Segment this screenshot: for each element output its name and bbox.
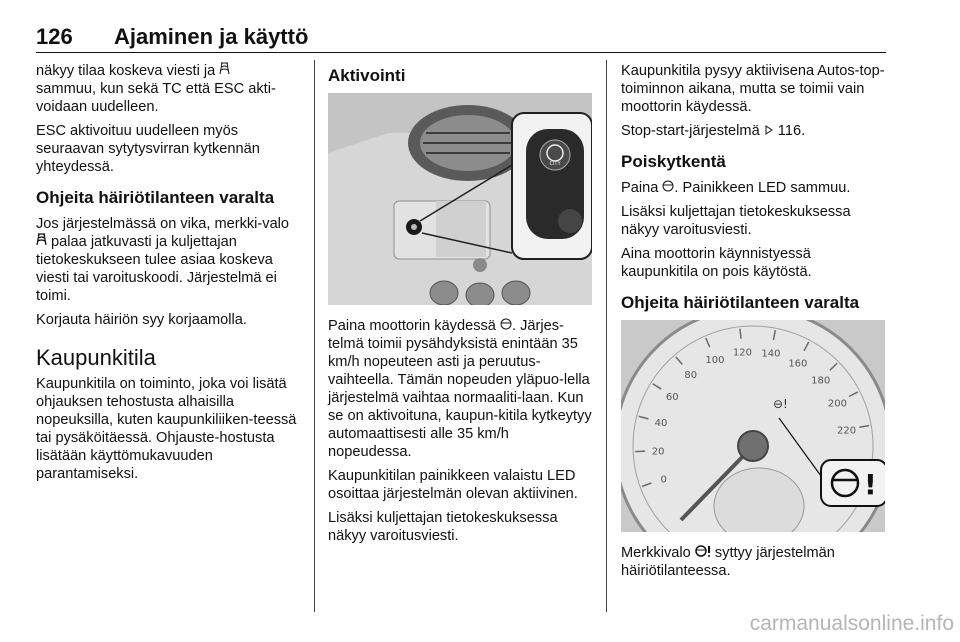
speedometer-illustration [621,320,885,532]
paragraph: Lisäksi kuljettajan tietokeskuksessa näkyy varoitusviesti. [328,510,558,544]
paragraph: Paina moottorin käydessä . Järjes-telmä toimii pysähdyksistä enintään 35 km/h nopeuteen asti ja peruutus-vaihteella. Tämän nopeuden yläpuo-lella järjestelmä vaihtaa normaaliti-laan. Kun se on aktivoituna, kaupun-kitila kytkeytyy automaattisesti alle 35 km/h nopeudessa. [328,318,592,460]
city-steering-icon [662,179,674,197]
page-number: 126 [36,24,73,49]
city-button-label: CITY [549,161,561,167]
gauge-tick-label: 140 [761,348,781,360]
watermark: carmanualsonline.info [749,612,954,635]
page-header [36,24,886,54]
chapter-title: Ajaminen ja käyttö [114,24,309,49]
gauge-tick-label: 180 [811,375,831,387]
paragraph: Aina moottorin käynnistyessä kaupunkitila on pois käytöstä. [621,246,812,280]
column-middle [328,62,592,551]
dashboard-illustration [328,93,592,305]
paragraph: Paina . Painikkeen LED sammuu. [621,180,851,196]
gauge-tick-label: 160 [788,358,808,370]
gauge-tick-label: 20 [651,446,665,458]
column-divider [606,60,607,612]
paragraph: Kaupunkitilan painikkeen valaistu LED osoittaa järjestelmän olevan aktiivinen. [328,468,578,502]
city-steering-icon [500,317,512,335]
column-left [36,62,300,489]
header-divider [36,52,886,53]
gauge-tick-label: 80 [684,370,698,382]
esc-off-icon [219,62,230,80]
section-heading: Poiskytkentä [621,152,726,171]
paragraph: Korjauta häiriön syy korjaamolla. [36,312,247,328]
gauge-tick-label: 40 [654,418,668,430]
paragraph: Kaupunkitila pysyy aktiivisena Autos-top-toiminnon aikana, mutta se toimii vain moottorin käydessä. [621,63,885,115]
column-divider [314,60,315,612]
gauge-tick-label: 0 [660,474,667,486]
steering-fault-icon [695,544,711,562]
section-title: Kaupunkitila [36,345,156,370]
paragraph: näkyy tilaa koskeva viesti ja sammuu, kun sekä TC että ESC akti-voidaan uudelleen. [36,63,276,115]
gauge-tick-label: 200 [827,398,847,410]
esc-warning-icon [36,233,47,251]
gauge-tick-label: 60 [665,391,679,403]
paragraph: Merkkivalo syttyy järjestelmän häiriötilanteessa. [621,545,835,579]
paragraph: Lisäksi kuljettajan tietokeskuksessa näkyy varoitusviesti. [621,204,851,238]
gauge-tick-label: 100 [705,354,725,366]
paragraph: Kaupunkitila on toiminto, joka voi lisätä ohjauksen tehostusta alhaisilla nopeuksilla, kuten kaupunkiliiken-teessä tai pysäköitäessä. Ohjauste-hostusta lisätään käyttömukavuuden parantamiseksi. [36,376,297,482]
paragraph: Jos järjestelmässä on vika, merkki-valo palaa jatkuvasti ja kuljettajan tietokeskukseen tulee asiaa koskeva viesti tai varoituskoodi. Järjestelmä ei toimi. [36,216,290,304]
section-heading: Ohjeita häiriötilanteen varalta [36,188,275,207]
exclamation-mark: ! [864,468,877,501]
gauge-tick-label: 120 [732,347,753,359]
column-right [621,62,885,586]
section-heading: Ohjeita häiriötilanteen varalta [621,293,860,312]
paragraph: ESC aktivoituu uudelleen myös seuraavan sytytysvirran kytkennän yhteydessä. [36,123,260,175]
paragraph: Stop-start-järjestelmä 116. [621,123,806,139]
gauge-tick-label: 220 [837,425,857,437]
page-reference-icon[interactable] [764,122,774,140]
section-heading: Aktivointi [328,66,406,85]
warning-icon-on-gauge: ⊖! [773,397,788,411]
